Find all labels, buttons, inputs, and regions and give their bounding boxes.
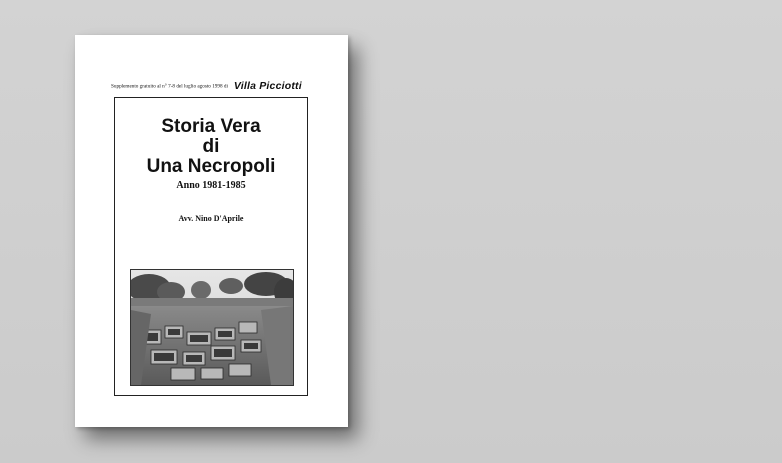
necropolis-photo-image [131, 270, 293, 385]
book-cover [75, 35, 348, 427]
title-line-3: Una Necropoli [146, 156, 276, 177]
title-line-1: Storia Vera [161, 116, 261, 137]
necropolis-photo [130, 269, 294, 386]
supplement-text: Supplemento gratuito al n° 7-8 del luglio agosto 1998 di [111, 83, 228, 90]
cover-years: Anno 1981-1985 [176, 180, 246, 191]
title-line-2: di [202, 136, 220, 157]
cover-frame [114, 97, 308, 396]
magazine-brand: Villa Picciotti [233, 80, 302, 93]
cover-author: Avv. Nino D'Aprile [178, 214, 244, 223]
cover-title [115, 117, 307, 177]
supplement-line [111, 77, 346, 95]
